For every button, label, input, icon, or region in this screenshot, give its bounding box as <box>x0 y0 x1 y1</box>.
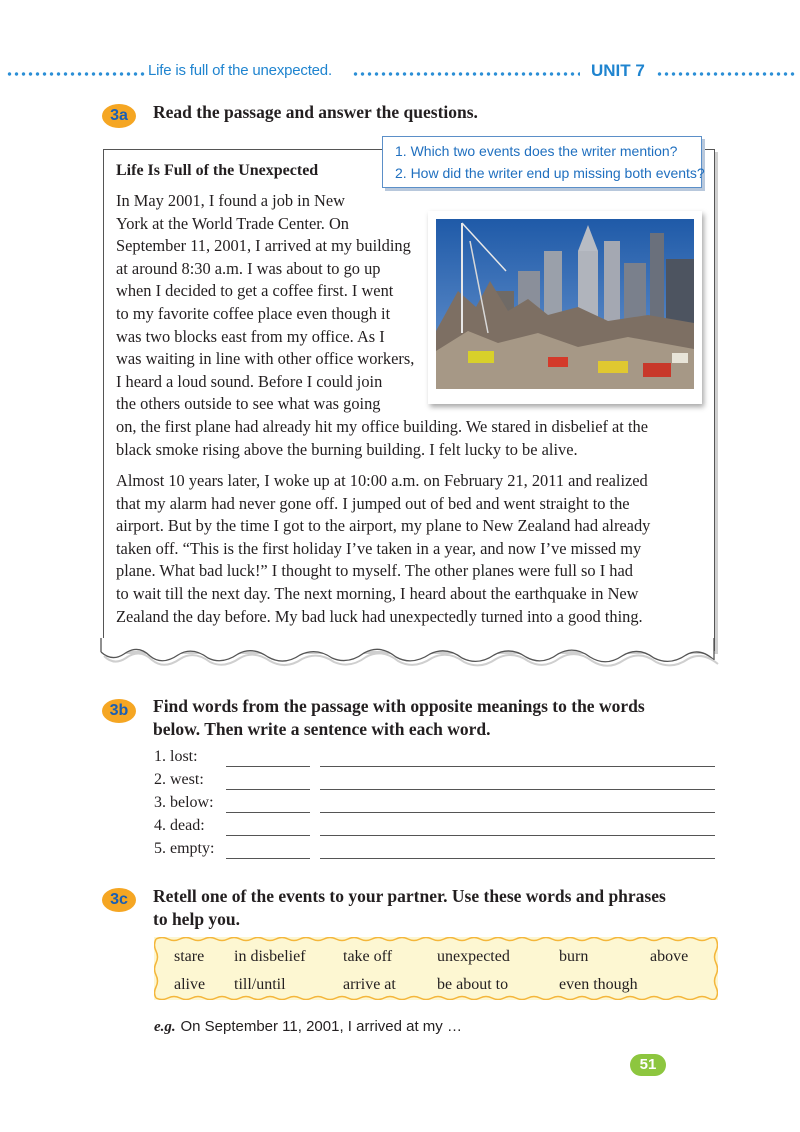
paragraph-1-line: was two blocks east from my office. As I <box>116 326 385 346</box>
paragraph-1-line: on, the first plane had already hit my office building. We stared in disbelief at the <box>116 416 648 436</box>
instruction-3a: Read the passage and answer the questions. <box>153 102 478 122</box>
answer-sentence-blank[interactable] <box>320 766 715 767</box>
section-badge-3b: 3b <box>102 699 136 723</box>
instruction-3c-line: Retell one of the events to your partner. Use these words and phrases <box>153 886 666 906</box>
paragraph-2 <box>116 470 650 628</box>
instruction-3c-line: to help you. <box>153 909 241 929</box>
word-bank-item: arrive at <box>343 976 396 993</box>
paragraph-1-line: September 11, 2001, I arrived at my building <box>116 236 411 256</box>
instruction-3b-line: below. Then write a sentence with each word. <box>153 719 491 739</box>
example-sentence <box>154 1017 462 1036</box>
section-badge-3c: 3c <box>102 888 136 912</box>
exercise-item-empty: 5. empty: <box>154 840 215 857</box>
word-bank-item: burn <box>559 948 589 965</box>
answer-word-blank[interactable] <box>226 858 310 859</box>
paragraph-1-line: black smoke rising above the burning building. I felt lucky to be alive. <box>116 439 578 459</box>
paragraph-2-line: Zealand the day before. My bad luck had unexpectedly turned into a good thing. <box>116 606 643 626</box>
paragraph-2-line: taken off. “This is the first holiday I’ve taken in a year, and now I’ve missed my <box>116 538 642 558</box>
answer-sentence-blank[interactable] <box>320 835 715 836</box>
ground-zero-photo <box>428 211 702 404</box>
answer-word-blank[interactable] <box>226 812 310 813</box>
answer-sentence-blank[interactable] <box>320 858 715 859</box>
exercise-item-west: 2. west: <box>154 771 204 788</box>
example-label: e.g. <box>154 1019 176 1035</box>
exercise-item-dead: 4. dead: <box>154 817 205 834</box>
answer-word-blank[interactable] <box>226 789 310 790</box>
paragraph-1-line: York at the World Trade Center. On <box>116 213 350 233</box>
word-bank-item: take off <box>343 948 393 965</box>
word-bank-item: till/until <box>234 976 286 993</box>
questions-box <box>382 136 705 188</box>
header-dots-middle <box>352 72 580 76</box>
instruction-3c <box>153 885 666 931</box>
instruction-3b-line: Find words from the passage with opposite meanings to the words <box>153 696 645 716</box>
header-dots-left <box>6 72 146 76</box>
word-bank-item: alive <box>174 976 206 993</box>
answer-word-blank[interactable] <box>226 835 310 836</box>
paragraph-1-line: I heard a loud sound. Before I could join <box>116 371 383 391</box>
paragraph-1-line: the others outside to see what was going <box>116 394 381 414</box>
paragraph-1-line: when I decided to get a coffee first. I went <box>116 281 394 301</box>
exercise-item-lost: 1. lost: <box>154 748 198 765</box>
word-bank-item: above <box>650 948 689 965</box>
paragraph-1-line: In May 2001, I found a job in New <box>116 191 345 210</box>
paragraph-2-line: Almost 10 years later, I woke up at 10:00 a.m. on February 21, 2011 and realized <box>116 471 648 490</box>
paragraph-2-line: plane. What bad luck!” I thought to myself. The other planes were full so I had <box>116 561 633 581</box>
question-1: 1. Which two events does the writer mention? <box>395 143 678 159</box>
word-bank-item: in disbelief <box>234 948 306 965</box>
word-bank-item: even though <box>559 976 638 993</box>
paragraph-1-line: to my favorite coffee place even though it <box>116 303 391 323</box>
answer-sentence-blank[interactable] <box>320 789 715 790</box>
instruction-3b <box>153 695 645 741</box>
paragraph-1-line: at around 8:30 a.m. I was about to go up <box>116 258 381 278</box>
exercise-item-below: 3. below: <box>154 794 214 811</box>
torn-paper-edge <box>100 638 722 674</box>
unit-label: UNIT 7 <box>591 61 645 80</box>
word-bank-item: be about to <box>437 976 509 993</box>
example-text: On September 11, 2001, I arrived at my … <box>180 1018 462 1035</box>
page-number: 51 <box>630 1054 666 1076</box>
paragraph-2-line: airport. But by the time I got to the airport, my plane to New Zealand had already <box>116 516 651 536</box>
word-bank-item: unexpected <box>437 948 510 965</box>
question-2: 2. How did the writer end up missing both events? <box>395 165 705 181</box>
section-badge-3a: 3a <box>102 104 136 128</box>
header-dots-right <box>656 72 796 76</box>
answer-word-blank[interactable] <box>226 766 310 767</box>
passage-title: Life Is Full of the Unexpected <box>116 162 319 179</box>
paragraph-2-line: to wait till the next day. The next morning, I heard about the earthquake in New <box>116 583 639 603</box>
paragraph-2-line: that my alarm had never gone off. I jumped out of bed and went straight to the <box>116 493 630 513</box>
paragraph-1-line: was waiting in line with other office workers, <box>116 349 415 369</box>
word-bank-item: stare <box>174 948 205 965</box>
header-title: Life is full of the unexpected. <box>148 62 332 79</box>
answer-sentence-blank[interactable] <box>320 812 715 813</box>
